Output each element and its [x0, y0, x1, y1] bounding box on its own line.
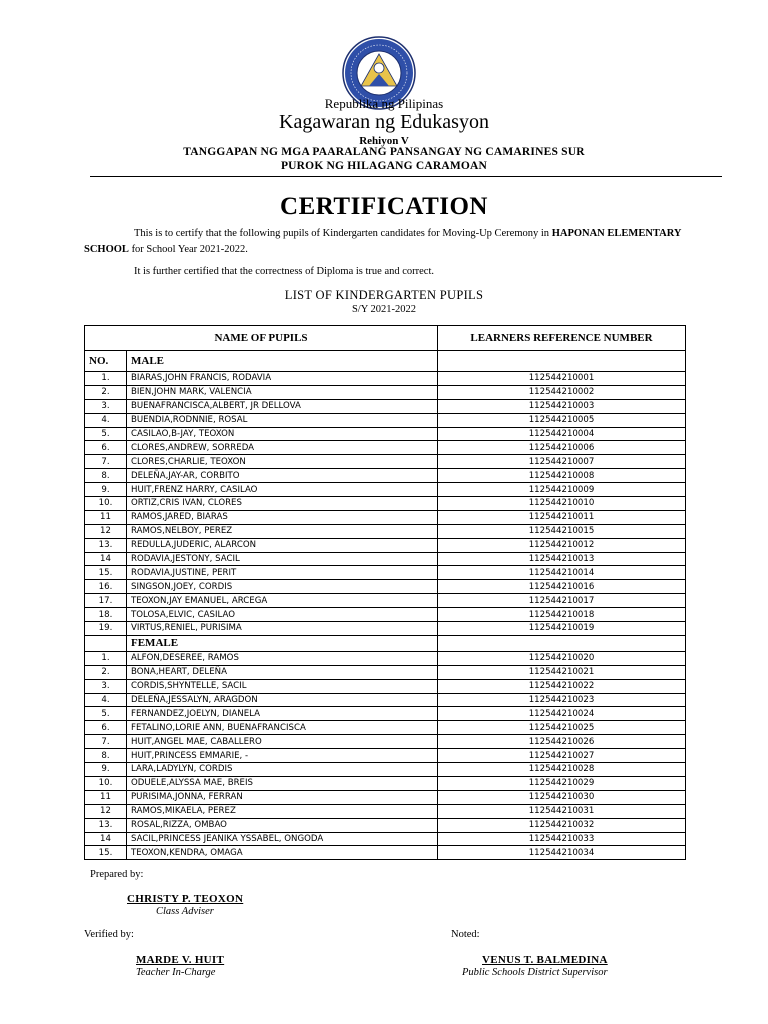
table-row: [85, 427, 686, 441]
pupil-name: FERNANDEZ,JOELYN, DIANELA: [127, 707, 438, 721]
row-number: 13.: [85, 538, 127, 552]
lrn-value: 112544210027: [438, 749, 686, 763]
row-number: 8.: [85, 469, 127, 483]
table-row: [85, 651, 686, 665]
table-row: [85, 497, 686, 511]
lrn-value: 112544210010: [438, 497, 686, 511]
row-number: 10.: [85, 497, 127, 511]
pupil-name: ALFON,DESEREE, RAMOS: [127, 651, 438, 665]
table-row: [85, 483, 686, 497]
lrn-value: 112544210011: [438, 510, 686, 524]
pupil-name: RAMOS,NELBOY, PEREZ: [127, 524, 438, 538]
pupil-name: CORDIS,SHYNTELLE, SACIL: [127, 679, 438, 693]
row-number: 15.: [85, 846, 127, 860]
blank-cell: [85, 635, 127, 651]
certification-paragraph: This is to certify that the following pupils of Kindergarten candidates for Moving-Up Ceremony in HAPONAN ELEMENTARY SCHOOL for School Year 2021-2022.: [84, 228, 682, 255]
table-row: [85, 524, 686, 538]
table-row: [85, 510, 686, 524]
table-row: [85, 566, 686, 580]
table-row: [85, 665, 686, 679]
row-number: 6.: [85, 441, 127, 455]
lrn-value: 112544210004: [438, 427, 686, 441]
male-header-row: [85, 351, 686, 372]
lrn-value: 112544210009: [438, 483, 686, 497]
table-row: [85, 580, 686, 594]
pupil-name: HUIT,FRENZ HARRY, CASILAO: [127, 483, 438, 497]
prepared-by-label: Prepared by:: [90, 869, 144, 880]
table-row: [85, 721, 686, 735]
row-number: 2.: [85, 665, 127, 679]
male-group-label: MALE: [127, 351, 438, 372]
pupil-name: RAMOS,MIKAELA, PEREZ: [127, 804, 438, 818]
table-row: [85, 538, 686, 552]
verified-by-name: MARDE V. HUIT: [136, 954, 225, 966]
pupil-name: VIRTUS,RENIEL, PURISIMA: [127, 622, 438, 636]
pupil-name: BIARAS,JOHN FRANCIS, RODAVIA: [127, 372, 438, 386]
lrn-value: 112544210013: [438, 552, 686, 566]
diploma-paragraph: It is further certified that the correctness of Diploma is true and correct.: [134, 266, 435, 277]
verified-by-label: Verified by:: [84, 929, 134, 940]
lrn-value: 112544210025: [438, 721, 686, 735]
table-row: [85, 622, 686, 636]
lrn-value: 112544210030: [438, 790, 686, 804]
table-row: [85, 594, 686, 608]
lrn-value: 112544210005: [438, 413, 686, 427]
row-number: 14: [85, 832, 127, 846]
prepared-by-name: CHRISTY P. TEOXON: [127, 893, 244, 905]
pupil-name: TEOXON,JAY EMANUEL, ARCEGA: [127, 594, 438, 608]
row-number: 4.: [85, 413, 127, 427]
row-number: 5.: [85, 427, 127, 441]
lrn-value: 112544210015: [438, 524, 686, 538]
lrn-value: 112544210026: [438, 735, 686, 749]
table-row: [85, 693, 686, 707]
pupil-name: SACIL,PRINCESS JEANIKA YSSABEL, ONGODA: [127, 832, 438, 846]
pupil-name: RAMOS,JARED, BIARAS: [127, 510, 438, 524]
lrn-value: 112544210031: [438, 804, 686, 818]
pupil-name: TEOXON,KENDRA, OMAGA: [127, 846, 438, 860]
lrn-value: 112544210019: [438, 622, 686, 636]
lrn-value: 112544210029: [438, 776, 686, 790]
lrn-value: 112544210002: [438, 385, 686, 399]
pupil-name: DELEÑA,JAY-AR, CORBITO: [127, 469, 438, 483]
row-number: 16.: [85, 580, 127, 594]
row-number: 4.: [85, 693, 127, 707]
row-number: 13.: [85, 818, 127, 832]
col-header-no: NO.: [85, 351, 127, 372]
lrn-value: 112544210017: [438, 594, 686, 608]
table-row: [85, 735, 686, 749]
noted-by-name: VENUS T. BALMEDINA: [482, 954, 608, 966]
lrn-value: 112544210033: [438, 832, 686, 846]
row-number: 12: [85, 524, 127, 538]
table-row: [85, 608, 686, 622]
table-row: [85, 455, 686, 469]
region-line: Rehiyon V: [359, 135, 409, 147]
lrn-value: 112544210006: [438, 441, 686, 455]
col-header-name: NAME OF PUPILS: [85, 326, 438, 351]
division-office-line: TANGGAPAN NG MGA PAARALANG PANSANGAY NG CAMARINES SUR: [183, 146, 585, 158]
pupil-name: LARA,LADYLYN, CORDIS: [127, 763, 438, 777]
row-number: 7.: [85, 455, 127, 469]
pupil-name: RODAVIA,JUSTINE, PERIT: [127, 566, 438, 580]
pupil-name: CLORES,CHARLIE, TEOXON: [127, 455, 438, 469]
row-number: 1.: [85, 372, 127, 386]
row-number: 11: [85, 510, 127, 524]
row-number: 6.: [85, 721, 127, 735]
noted-label: Noted:: [451, 929, 480, 940]
lrn-value: 112544210022: [438, 679, 686, 693]
pupil-name: RODAVIA,JESTONY, SACIL: [127, 552, 438, 566]
table-row: [85, 790, 686, 804]
lrn-value: 112544210018: [438, 608, 686, 622]
row-number: 3.: [85, 679, 127, 693]
pupil-name: HUIT,PRINCESS EMMARIE, -: [127, 749, 438, 763]
noted-by-title: Public Schools District Supervisor: [462, 967, 608, 978]
row-number: 14: [85, 552, 127, 566]
list-title: LIST OF KINDERGARTEN PUPILS: [284, 288, 484, 302]
table-row: [85, 832, 686, 846]
lrn-value: 112544210024: [438, 707, 686, 721]
verified-by-title: Teacher In-Charge: [136, 967, 216, 978]
pupil-name: ROSAL,RIZZA, OMBAO: [127, 818, 438, 832]
row-number: 15.: [85, 566, 127, 580]
pupil-name: PURISIMA,JONNA, FERRAN: [127, 790, 438, 804]
lrn-value: 112544210014: [438, 566, 686, 580]
row-number: 8.: [85, 749, 127, 763]
pupil-name: HUIT,ANGEL MAE, CABALLERO: [127, 735, 438, 749]
row-number: 12: [85, 804, 127, 818]
pupil-name: CLORES,ANDREW, SORREDA: [127, 441, 438, 455]
table-row: [85, 385, 686, 399]
row-number: 5.: [85, 707, 127, 721]
table-row: [85, 846, 686, 860]
pupil-name: DELEÑA,JESSALYN, ARAGDON: [127, 693, 438, 707]
pupil-name: CASILAO,B-JAY, TEOXON: [127, 427, 438, 441]
table-row: [85, 399, 686, 413]
lrn-value: 112544210008: [438, 469, 686, 483]
pupil-name: BUENAFRANCISCA,ALBERT, JR DELLOVA: [127, 399, 438, 413]
row-number: 1.: [85, 651, 127, 665]
department-name: Kagawaran ng Edukasyon: [279, 111, 489, 133]
row-number: 19.: [85, 622, 127, 636]
table-row: [85, 763, 686, 777]
row-number: 18.: [85, 608, 127, 622]
table-row: [85, 469, 686, 483]
table-row: [85, 441, 686, 455]
female-group-label: FEMALE: [127, 635, 438, 651]
table-row: [85, 818, 686, 832]
col-header-lrn: LEARNERS REFERENCE NUMBER: [438, 326, 686, 351]
pupil-name: FETALINO,LORIE ANN, BUENAFRANCISCA: [127, 721, 438, 735]
school-name: HAPONAN ELEMENTARY SCHOOL: [84, 228, 682, 255]
pupil-name: ORTIZ,CRIS IVAN, CLORES: [127, 497, 438, 511]
republic-line: Republika ng Pilipinas: [324, 96, 444, 111]
lrn-value: 112544210016: [438, 580, 686, 594]
lrn-value: 112544210028: [438, 763, 686, 777]
row-number: 10.: [85, 776, 127, 790]
header-divider: [90, 176, 722, 177]
pupil-name: SINGSON,JOEY, CORDIS: [127, 580, 438, 594]
table-row: [85, 707, 686, 721]
pupil-name: TOLOSA,ELVIC, CASILAO: [127, 608, 438, 622]
table-row: [85, 372, 686, 386]
row-number: 3.: [85, 399, 127, 413]
district-line: PUROK NG HILAGANG CARAMOAN: [280, 160, 488, 172]
blank-cell: [438, 635, 686, 651]
pupil-name: BIEN,JOHN MARK, VALENCIA: [127, 385, 438, 399]
pupil-name: REDULLA,JUDERIC, ALARCON: [127, 538, 438, 552]
table-row: [85, 749, 686, 763]
row-number: 11: [85, 790, 127, 804]
row-number: 7.: [85, 735, 127, 749]
table-header-row: [85, 326, 686, 351]
row-number: 17.: [85, 594, 127, 608]
prepared-by-title: Class Adviser: [156, 906, 214, 917]
lrn-value: 112544210034: [438, 846, 686, 860]
table-row: [85, 776, 686, 790]
table-row: [85, 413, 686, 427]
lrn-value: 112544210021: [438, 665, 686, 679]
pupil-name: BONA,HEART, DELEÑA: [127, 665, 438, 679]
table-row: [85, 552, 686, 566]
lrn-value: 112544210012: [438, 538, 686, 552]
table-row: [85, 679, 686, 693]
pupils-table: [84, 325, 686, 860]
female-header-row: [85, 635, 686, 651]
row-number: 2.: [85, 385, 127, 399]
certification-title: CERTIFICATION: [280, 193, 488, 220]
row-number: 9.: [85, 763, 127, 777]
lrn-value: 112544210020: [438, 651, 686, 665]
lrn-value: 112544210001: [438, 372, 686, 386]
school-year: S/Y 2021-2022: [351, 304, 417, 315]
pupil-name: BUENDIA,RODNNIE, ROSAL: [127, 413, 438, 427]
table-row: [85, 804, 686, 818]
lrn-value: 112544210023: [438, 693, 686, 707]
lrn-value: 112544210007: [438, 455, 686, 469]
lrn-value: 112544210003: [438, 399, 686, 413]
row-number: 9.: [85, 483, 127, 497]
pupil-name: ODUELE,ALYSSA MAE, BREIS: [127, 776, 438, 790]
lrn-value: 112544210032: [438, 818, 686, 832]
